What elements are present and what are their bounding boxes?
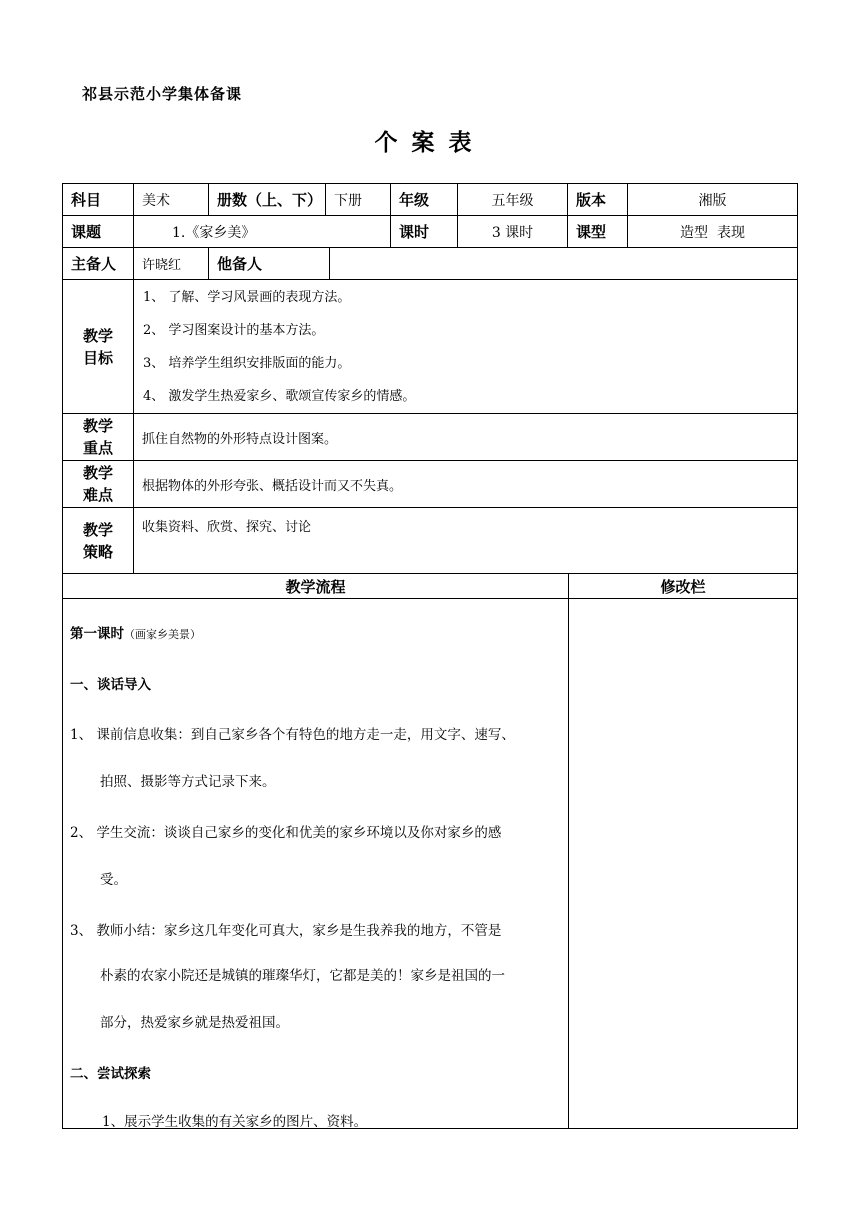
flow-paragraph-line: 拍照、摄影等方式记录下来。 [100,774,276,790]
topic-label: 课题 [62,215,134,248]
page-title: 个案表 [374,130,486,156]
main-preparer-value: 许晓红 [133,247,209,280]
flow-header-revise: 修改栏 [568,573,798,599]
difficulty-text: 根据物体的外形夸张、概括设计而又不失真。 [133,460,798,508]
section-heading: 一、谈话导入 [70,677,151,693]
main-preparer-label: 主备人 [62,247,134,280]
type-value: 造型 表现 [627,215,798,248]
difficulty-label [62,460,134,508]
subject-value: 美术 [133,183,209,216]
goals-label [62,279,134,414]
edition-label: 版本 [567,183,628,216]
strategy-label-line2: 策略 [82,542,113,561]
flow-paragraph-line: 2、 学生交流：谈谈自己家乡的变化和优美的家乡环境以及你对家乡的感 [70,825,502,841]
topic-value: 1.《家乡美》 [133,215,391,248]
strategy-label-line1: 教学 [82,520,113,539]
difficulty-label-line2: 难点 [82,486,113,504]
strategy-label [62,507,134,574]
flow-header-process: 教学流程 [62,573,569,599]
subject-label: 科目 [62,183,134,216]
key-label-line2: 重点 [82,439,113,457]
lesson-note: （画家乡美景） [124,628,201,641]
goal-item: 4、 激发学生热爱家乡、歌颂宣传家乡的情感。 [143,389,416,404]
flow-paragraph-line: 1、 课前信息收集：到自己家乡各个有特色的地方走一走，用文字、速写、 [70,727,515,743]
grade-label: 年级 [390,183,458,216]
other-preparer-label: 他备人 [208,247,330,280]
flow-paragraph-line: 1、展示学生收集的有关家乡的图片、资料。 [102,1114,368,1130]
grade-value: 五年级 [457,183,568,216]
key-point-label [62,413,134,461]
revise-content [568,598,798,1129]
hours-label: 课时 [390,215,458,248]
goals-label-line2: 目标 [82,348,113,367]
section-heading: 二、尝试探索 [70,1066,151,1082]
goals-label-line1: 教学 [82,326,113,345]
edition-value: 湘版 [627,183,798,216]
flow-paragraph-line: 部分，热爱家乡就是热爱祖国。 [100,1015,289,1031]
difficulty-label-line1: 教学 [82,464,113,482]
flow-paragraph-line: 3、 教师小结：家乡这几年变化可真大，家乡是生我养我的地方，不管是 [70,923,502,939]
lesson-title: 第一课时 [70,626,124,642]
volume-value: 下册 [325,183,391,216]
hours-value: 3 课时 [457,215,568,248]
strategy-text: 收集资料、欣赏、探究、讨论 [133,507,798,574]
key-label-line1: 教学 [82,417,113,435]
key-point-text: 抓住自然物的外形特点设计图案。 [133,413,798,461]
goal-item: 1、 了解、学习风景画的表现方法。 [143,290,351,305]
school-name: 祁县示范小学集体备课 [82,85,243,103]
flow-paragraph-line: 朴素的农家小院还是城镇的璀璨华灯，它都是美的！家乡是祖国的一 [100,968,505,984]
flow-paragraph-line: 受。 [100,872,127,888]
other-preparer-value [329,247,798,280]
goal-item: 3、 培养学生组织安排版面的能力。 [143,356,351,371]
goals-list [143,286,415,418]
type-label: 课型 [567,215,628,248]
volume-label: 册数（上、下） [208,183,326,216]
goal-item: 2、 学习图案设计的基本方法。 [143,323,325,338]
